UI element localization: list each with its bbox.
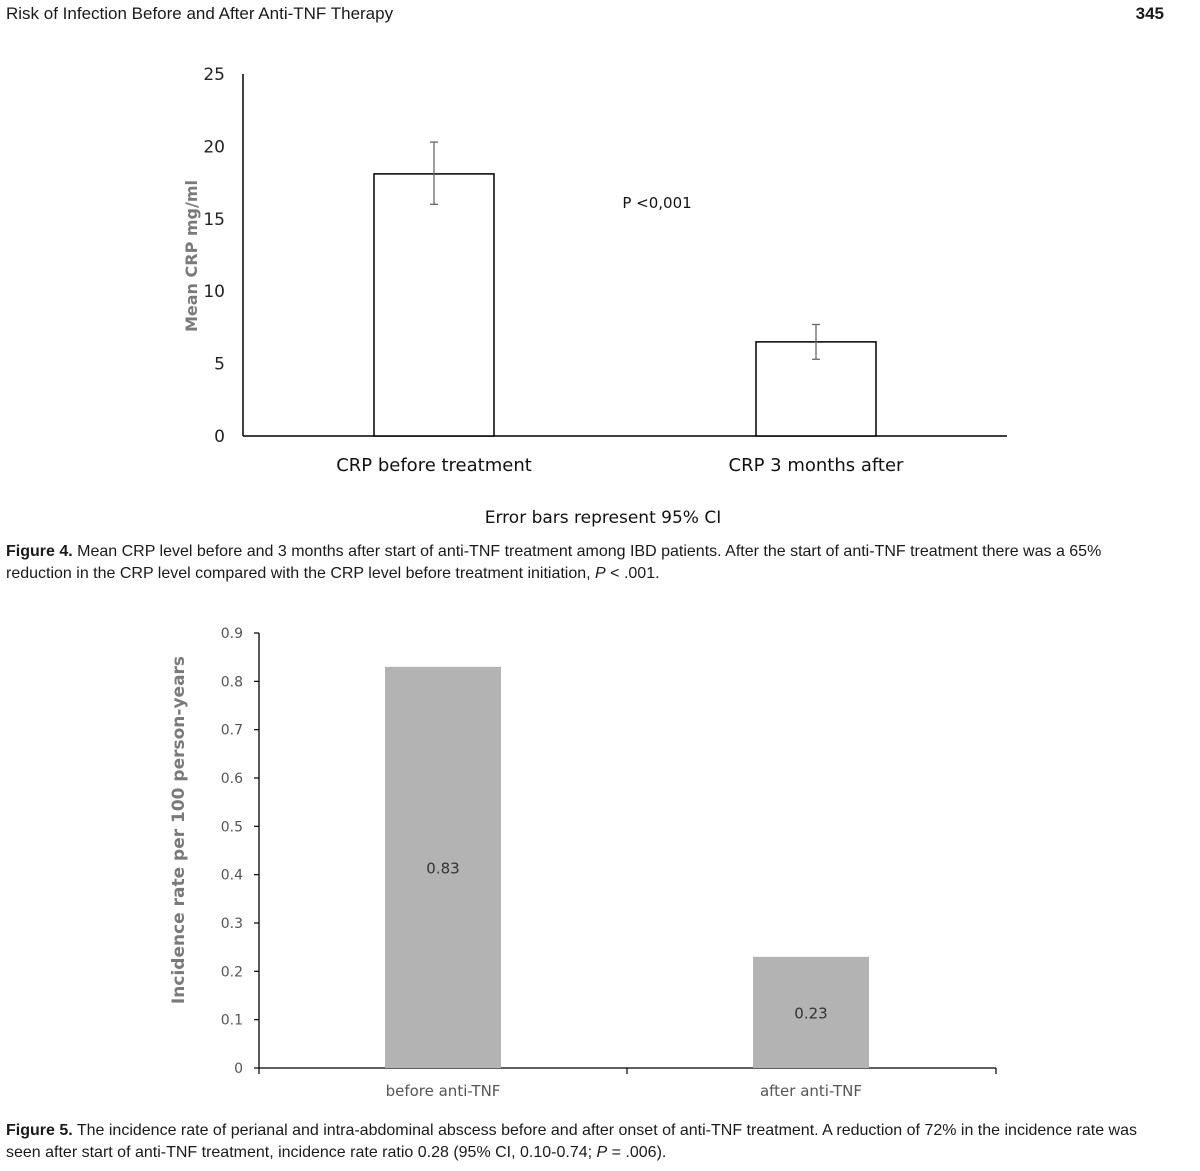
y-tick-label: 0.2	[220, 964, 243, 981]
x-category-label: CRP before treatment	[336, 455, 532, 476]
bar-data-label: 0.83	[426, 859, 460, 878]
figure-4-chart	[0, 0, 1200, 540]
error-bar-footnote: Error bars represent 95% CI	[484, 508, 722, 528]
caption-text-end: < .001.	[605, 565, 660, 582]
caption-p: P	[595, 565, 606, 582]
caption-label: Figure 4.	[6, 543, 73, 560]
caption-label: Figure 5.	[6, 1122, 73, 1139]
figure-4-caption	[6, 541, 1166, 585]
y-tick-label: 10	[203, 282, 225, 303]
page-number: 345	[1135, 4, 1164, 23]
x-category-label: after anti-TNF	[759, 1082, 863, 1100]
figure-5-caption	[6, 1120, 1166, 1164]
p-value-annotation: P <0,001	[622, 194, 692, 212]
caption-text-end: = .006).	[607, 1144, 667, 1161]
y-tick-label: 0.9	[220, 626, 243, 642]
y-tick-label: 0	[234, 1061, 243, 1077]
figure-5-chart	[0, 600, 1200, 1110]
y-tick-label: 0.5	[220, 819, 243, 836]
y-axis-label: Incidence rate per 100 person-years	[169, 655, 189, 1005]
y-tick-label: 0.6	[220, 771, 243, 787]
bar-data-label: 0.23	[794, 1004, 828, 1023]
bar	[374, 174, 494, 436]
running-title: Risk of Infection Before and After Anti-TNF Therapy	[6, 4, 394, 23]
y-tick-label: 0.1	[220, 1012, 243, 1029]
caption-text: The incidence rate of perianal and intra-abdominal abscess before and after onset of anti-TNF treatment. A reduction of 72% in the incidence rate was seen after start of anti-TNF treatment, incidence rate ratio 0.28 (95% CI, 0.10-0.74;	[6, 1122, 1138, 1161]
y-tick-label: 0.3	[220, 916, 243, 932]
x-category-label: CRP 3 months after	[728, 455, 904, 476]
x-category-label: before anti-TNF	[385, 1082, 501, 1100]
y-tick-label: 0	[214, 427, 225, 447]
y-tick-label: 20	[203, 137, 225, 158]
y-tick-label: 0.4	[220, 867, 243, 884]
y-tick-label: 15	[203, 209, 225, 230]
caption-text: Mean CRP level before and 3 months after start of anti-TNF treatment among IBD patients. After the start of anti-TNF treatment there was a 65% reduction in the CRP level compared with the CRP level before treatment initiation,	[6, 543, 1102, 582]
y-tick-label: 0.8	[220, 674, 243, 691]
caption-p: P	[596, 1144, 608, 1161]
y-tick-label: 25	[203, 65, 225, 85]
y-tick-label: 0.7	[220, 722, 243, 739]
y-tick-label: 5	[214, 354, 225, 375]
y-axis-label: Mean CRP mg/ml	[182, 179, 201, 333]
